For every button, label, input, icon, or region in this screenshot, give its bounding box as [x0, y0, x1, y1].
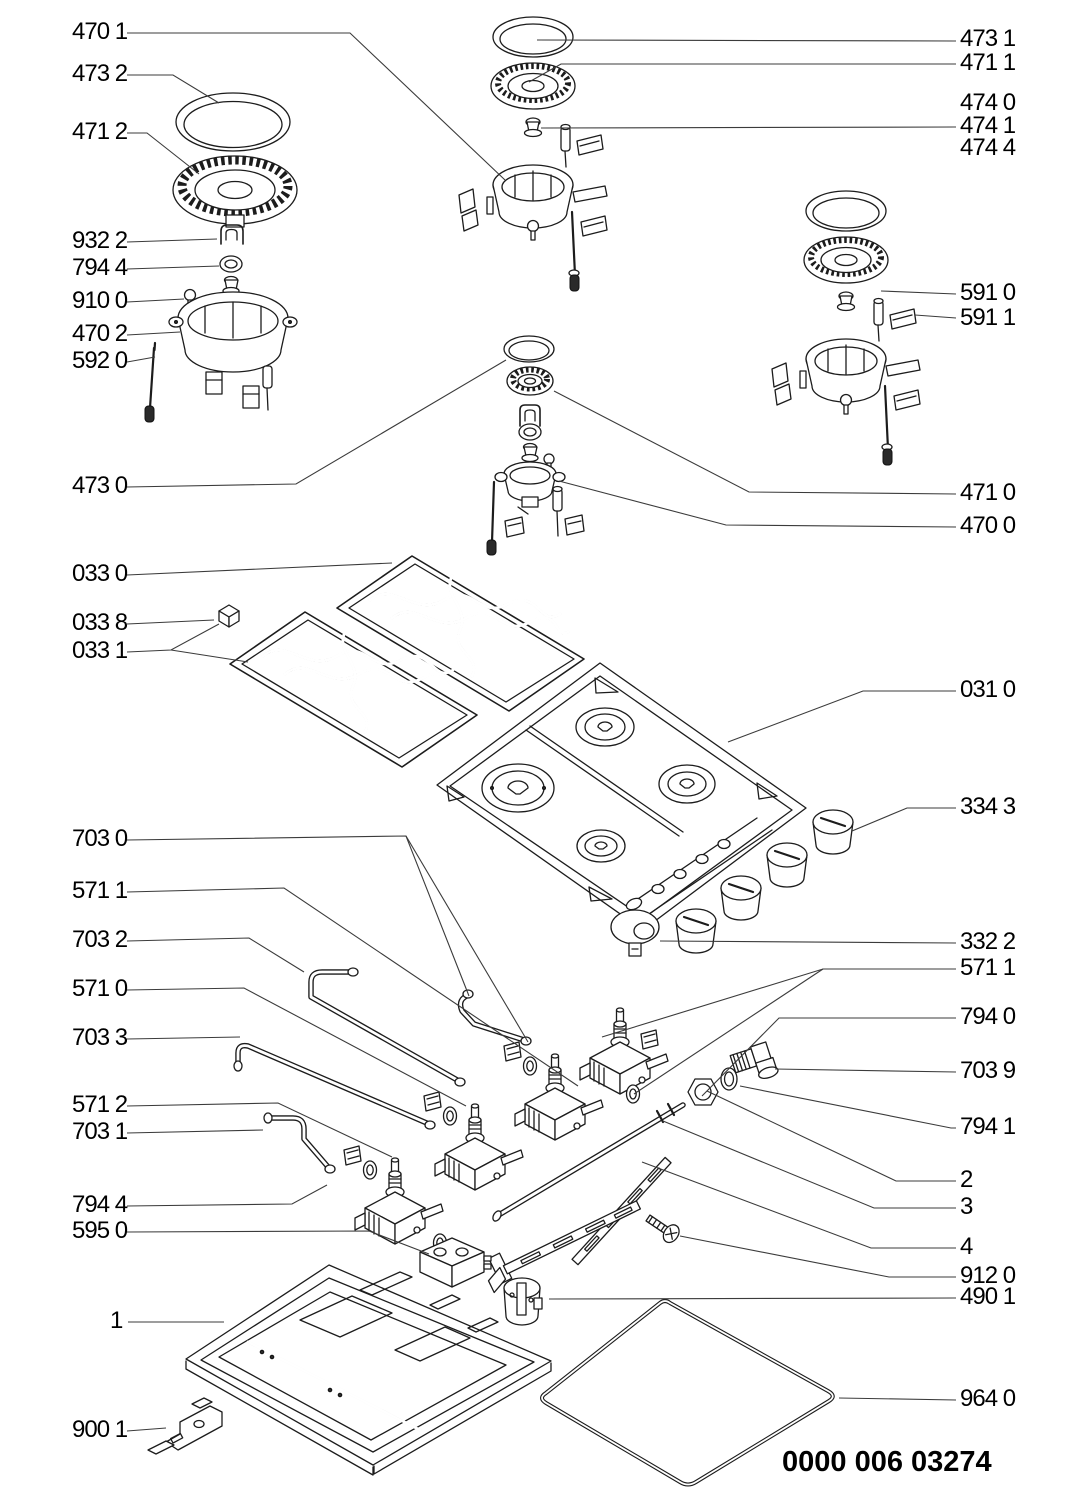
leader-line-592-0 — [127, 357, 155, 362]
leader-line-470-0 — [559, 481, 956, 527]
base-pan — [186, 1265, 551, 1475]
leader-line-571-1 — [602, 969, 956, 1037]
part-label-591-0: 591 0 — [960, 278, 1016, 306]
leader-line-473-1 — [537, 40, 956, 41]
leader-line-591-0 — [881, 291, 956, 294]
leader-line-703-3 — [127, 1037, 240, 1039]
part-label-473-1: 473 1 — [960, 24, 1016, 52]
part-label-332-2: 332 2 — [960, 927, 1016, 955]
leader-line-033-8 — [127, 620, 214, 624]
part-label-033-1: 033 1 — [72, 636, 128, 664]
leader-line-964-0 — [839, 1398, 956, 1400]
grid-foot — [219, 605, 239, 627]
leader-line-334-3 — [852, 808, 956, 831]
part-label-334-3: 334 3 — [960, 792, 1016, 820]
part-label-591-1: 591 1 — [960, 303, 1016, 331]
part-label-474-0: 474 0 — [960, 88, 1016, 116]
leader-line-794-4 — [127, 1185, 327, 1206]
part-label-473-0: 473 0 — [72, 471, 128, 499]
part-label-794-0: 794 0 — [960, 1002, 1016, 1030]
part-label-964-0: 964 0 — [960, 1384, 1016, 1412]
part-label-592-0: 592 0 — [72, 346, 128, 374]
part-label-703-3: 703 3 — [72, 1023, 128, 1051]
leader-line-932-2 — [127, 239, 217, 242]
part-label-474-4: 474 4 — [960, 133, 1016, 161]
part-label-3: 3 — [960, 1192, 973, 1220]
part-label-470-1: 470 1 — [72, 17, 128, 45]
part-label-471-2: 471 2 — [72, 117, 128, 145]
leader-line-794-4 — [127, 266, 219, 269]
part-label-473-2: 473 2 — [72, 59, 128, 87]
leader-line-033-1 — [127, 624, 219, 652]
part-label-595-0: 595 0 — [72, 1216, 128, 1244]
part-label-703-0: 703 0 — [72, 824, 128, 852]
part-label-470-0: 470 0 — [960, 511, 1016, 539]
part-label-703-9: 703 9 — [960, 1056, 1016, 1084]
part-label-794-4: 794 4 — [72, 253, 128, 281]
part-label-470-2: 470 2 — [72, 319, 128, 347]
part-label-2: 2 — [960, 1165, 973, 1193]
countersunk-screw — [643, 1210, 683, 1245]
part-label-4: 4 — [960, 1232, 973, 1260]
part-label-033-8: 033 8 — [72, 608, 128, 636]
diagram-code: 0000 006 03274 — [782, 1446, 992, 1478]
part-label-031-0: 031 0 — [960, 675, 1016, 703]
part-label-571-2: 571 2 — [72, 1090, 128, 1118]
ignition-switch — [420, 1238, 491, 1287]
part-label-794-1: 794 1 — [960, 1112, 1016, 1140]
part-label-033-0: 033 0 — [72, 559, 128, 587]
leader-line-912-0 — [680, 1236, 956, 1277]
leader-line-474-1 — [541, 127, 956, 128]
ignition-button — [611, 910, 659, 956]
leader-line-794-0 — [702, 1018, 956, 1096]
burner-cup-holder — [504, 1278, 542, 1325]
leader-line-703-0 — [127, 836, 469, 996]
leader-line-571-0 — [127, 988, 466, 1106]
leader-line-470-2 — [127, 332, 180, 335]
leader-line-031-0 — [728, 691, 956, 742]
leader-line-591-1 — [915, 315, 956, 318]
burner-semirapid-center-exploded — [459, 17, 607, 291]
leader-line-473-0 — [127, 360, 506, 487]
leader-line-703-1 — [127, 1130, 263, 1133]
leader-line-910-0 — [127, 299, 184, 302]
part-label-703-1: 703 1 — [72, 1117, 128, 1145]
leader-line-703-9 — [775, 1069, 956, 1072]
part-label-932-2: 932 2 — [72, 226, 128, 254]
gas-pipes — [234, 968, 531, 1173]
leader-line-703-2 — [127, 938, 304, 972]
leader-line-4 — [642, 1162, 956, 1248]
leader-line-033-0 — [127, 563, 392, 575]
part-label-474-1: 474 1 — [960, 111, 1016, 139]
part-label-471-1: 471 1 — [960, 48, 1016, 76]
part-label-1: 1 — [110, 1306, 123, 1334]
leader-line-490-1 — [549, 1298, 956, 1299]
part-label-794-4: 794 4 — [72, 1190, 128, 1218]
part-label-490-1: 490 1 — [960, 1282, 1016, 1310]
part-label-471-0: 471 0 — [960, 478, 1016, 506]
leader-line-033-1 — [171, 650, 248, 662]
part-label-703-2: 703 2 — [72, 925, 128, 953]
leader-line-900-1 — [127, 1428, 166, 1431]
burner-box-rail — [480, 1189, 645, 1292]
part-label-571-1: 571 1 — [960, 953, 1016, 981]
part-label-571-0: 571 0 — [72, 974, 128, 1002]
burner-semirapid-right-exploded — [772, 191, 920, 465]
burner-large-exploded — [145, 93, 297, 422]
part-label-900-1: 900 1 — [72, 1415, 128, 1443]
burner-aux-exploded — [487, 336, 584, 555]
leader-line-471-1 — [529, 64, 956, 82]
mounting-bracket — [148, 1398, 222, 1454]
part-label-910-0: 910 0 — [72, 286, 128, 314]
part-label-571-1: 571 1 — [72, 876, 128, 904]
leader-line-3 — [663, 1121, 956, 1208]
part-label-912-0: 912 0 — [960, 1261, 1016, 1289]
